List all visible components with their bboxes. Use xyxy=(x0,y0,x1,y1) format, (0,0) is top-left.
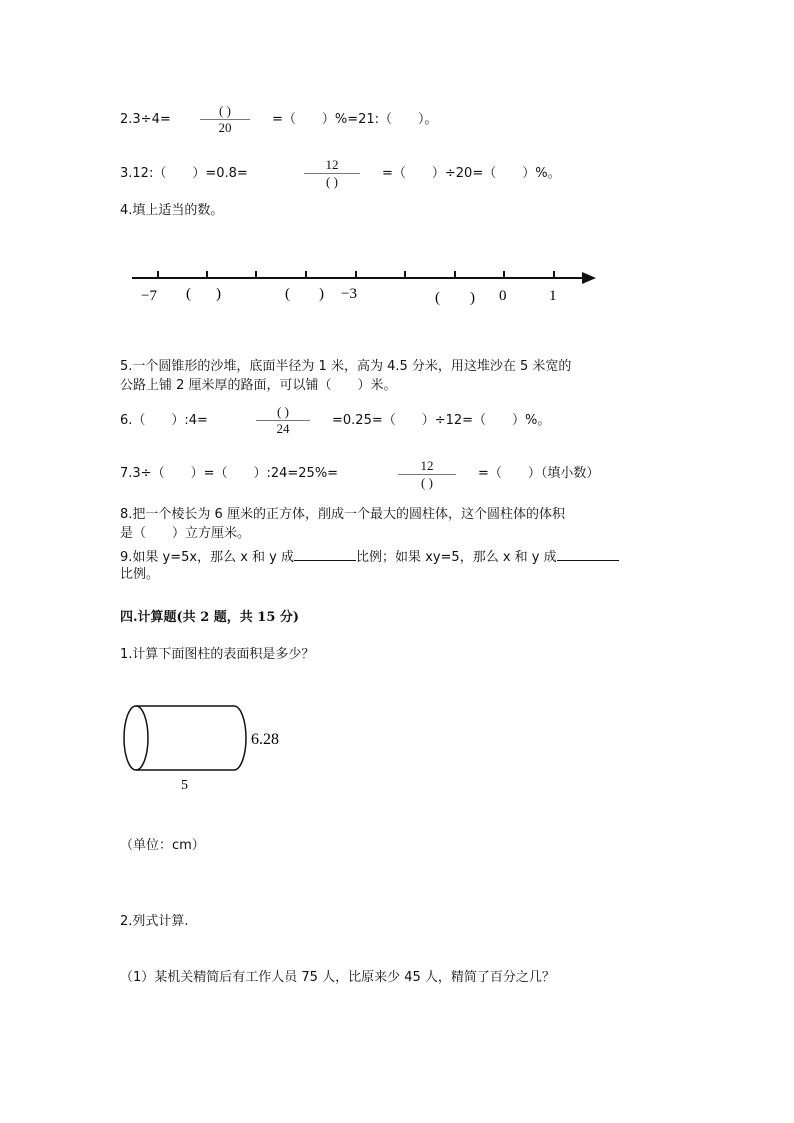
q6-prefix: 6.（ ）:4= xyxy=(120,413,208,428)
nl-paren-close: ) xyxy=(319,286,324,302)
q7-fraction xyxy=(398,459,456,490)
number-line xyxy=(120,262,610,310)
number-line-arrow xyxy=(582,272,596,284)
q3-suffix: =（ ）÷20=（ ）%。 xyxy=(382,166,561,181)
cylinder-length-label: 5 xyxy=(181,778,188,793)
q6-fraction xyxy=(256,405,310,436)
unit-note: （单位：cm） xyxy=(120,838,205,853)
nl-paren-open: ( xyxy=(186,286,191,302)
q2-prefix: 2.3÷4= xyxy=(120,112,171,127)
cylinder-right-face xyxy=(234,706,246,770)
q3-frac-numerator: 12 xyxy=(325,157,339,172)
nl-label-0: 0 xyxy=(499,288,507,304)
cylinder-circumference-label: 6.28 xyxy=(251,731,279,748)
q6-frac-denominator: 24 xyxy=(276,421,290,436)
q2-suffix: =（ ）%=21:（ ）。 xyxy=(272,112,438,127)
q7-frac-numerator: 12 xyxy=(420,458,434,473)
q8-line2: 是（ ）立方厘米。 xyxy=(120,526,251,541)
q9-line2: 比例。 xyxy=(120,567,160,582)
q5-line1: 5.一个圆锥形的沙堆，底面半径为 1 米，高为 4.5 分米，用这堆沙在 5 米宽的 xyxy=(120,359,572,374)
calc1-question: 1.计算下面图柱的表面积是多少？ xyxy=(120,647,315,662)
q7-prefix: 7.3÷（ ）=（ ）:24=25%= xyxy=(120,466,339,481)
calc2-item1: （1）某机关精简后有工作人员 75 人，比原来少 45 人，精简了百分之几？ xyxy=(120,970,555,985)
q2-frac-numerator: ( ) xyxy=(219,103,231,118)
nl-paren-open: ( xyxy=(435,290,440,306)
nl-paren-open: ( xyxy=(285,286,290,302)
q9-part1: 9.如果 y=5x，那么 x 和 y 成 xyxy=(120,550,295,565)
q6-frac-numerator: ( ) xyxy=(277,404,289,419)
nl-paren-close: ) xyxy=(470,290,475,306)
q2-frac-denominator: 20 xyxy=(218,120,232,135)
cylinder-left-face xyxy=(124,706,148,770)
calc2-title: 2.列式计算. xyxy=(120,914,189,929)
q6-suffix: =0.25=（ ）÷12=（ ）%。 xyxy=(332,413,551,428)
nl-label-1: 1 xyxy=(549,288,557,304)
q7-suffix: =（ ）（填小数） xyxy=(478,466,600,481)
q3-frac-denominator: ( ) xyxy=(326,174,338,189)
q4-text: 4.填上适当的数。 xyxy=(120,203,224,218)
cylinder-diagram xyxy=(118,700,318,796)
nl-label-neg7: −7 xyxy=(141,288,157,304)
q9-line1 xyxy=(120,548,619,566)
number-line-ticks xyxy=(158,271,554,278)
answer-blank[interactable] xyxy=(557,548,619,561)
q8-line1: 8.把一个棱长为 6 厘米的正方体，削成一个最大的圆柱体，这个圆柱体的体积 xyxy=(120,507,565,522)
nl-paren-close: ) xyxy=(216,286,221,302)
q3-fraction xyxy=(304,158,360,189)
q3-prefix: 3.12:（ ）=0.8= xyxy=(120,166,248,181)
q7-frac-denominator: ( ) xyxy=(421,475,433,490)
q2-fraction xyxy=(200,104,250,135)
answer-blank[interactable] xyxy=(294,548,356,561)
q5-line2: 公路上铺 2 厘米厚的路面，可以铺（ ）米。 xyxy=(120,378,397,393)
q9-part2: 比例；如果 xy=5，那么 x 和 y 成 xyxy=(356,550,557,565)
section-heading: 四.计算题(共 2 题，共 15 分) xyxy=(120,610,300,625)
nl-label-neg3: −3 xyxy=(341,286,357,302)
